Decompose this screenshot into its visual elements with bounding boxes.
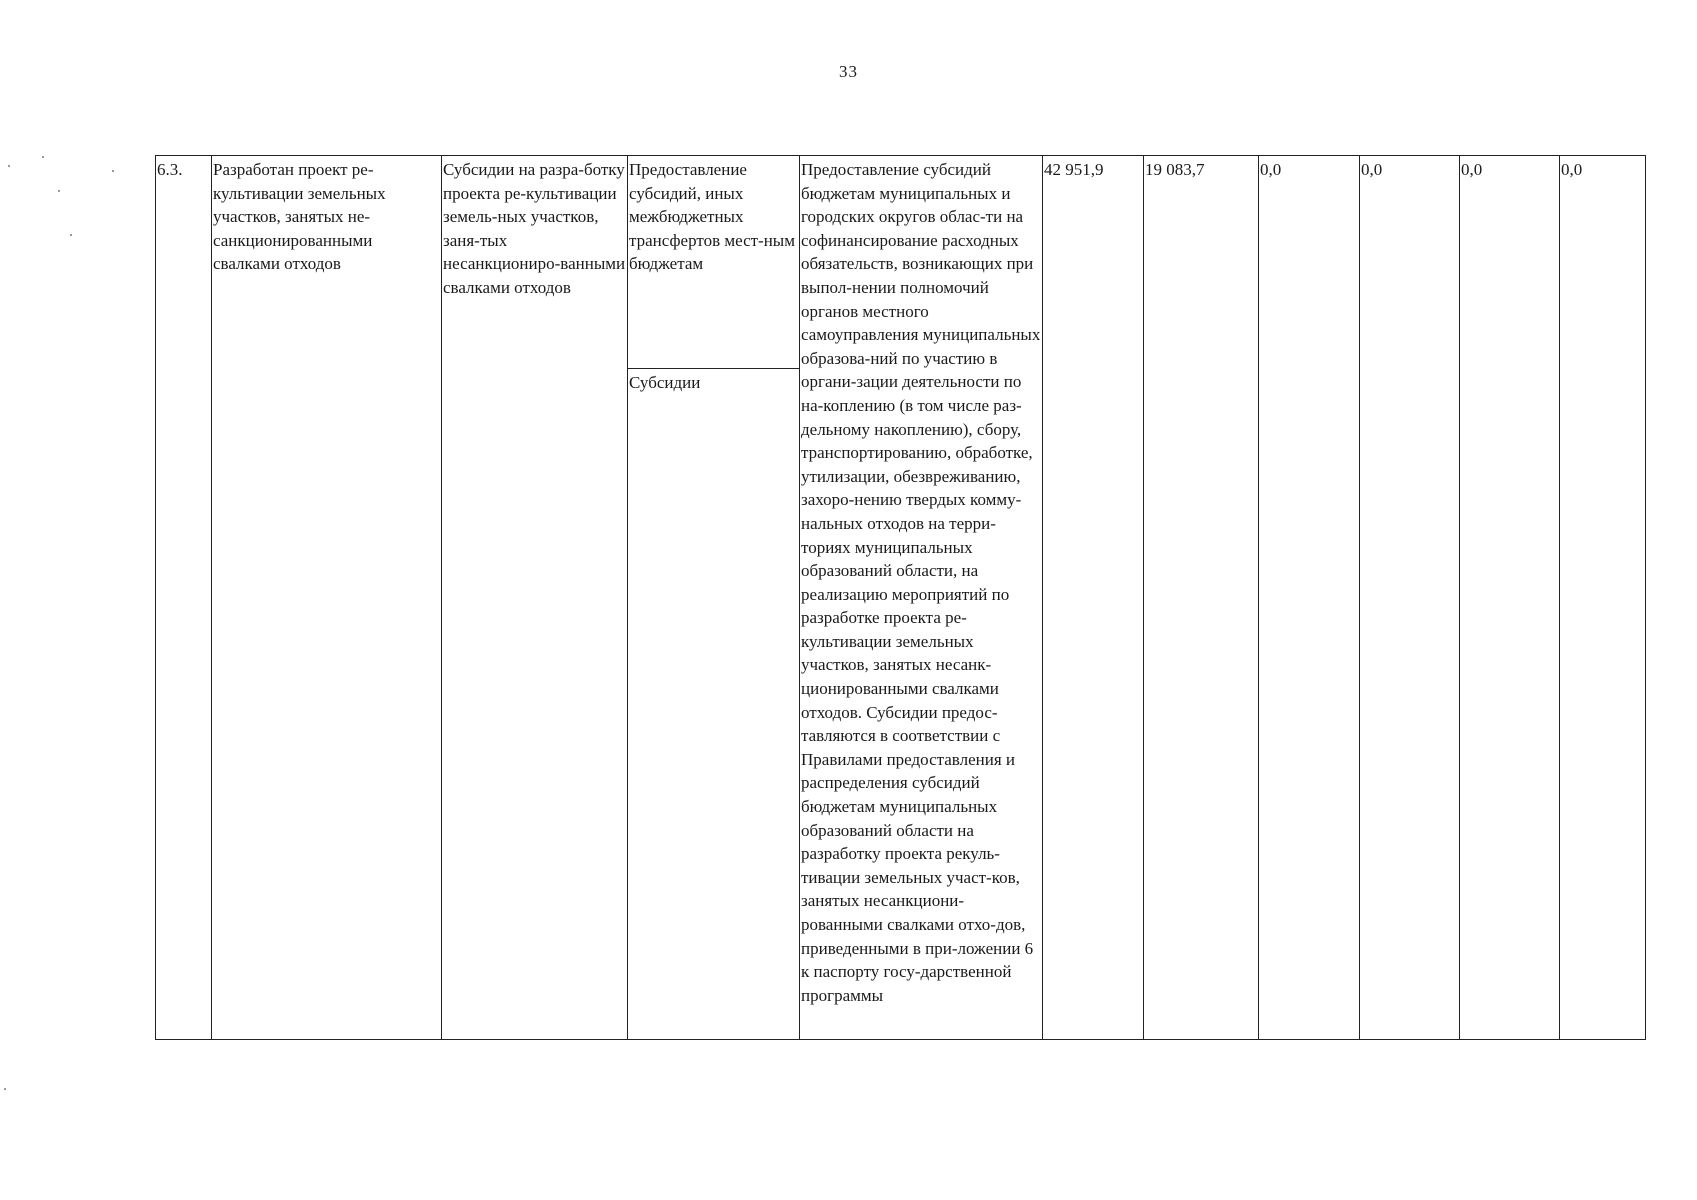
value-cell-3 [1259,156,1360,1040]
scan-speck [70,234,72,236]
program-table [155,155,1646,1040]
description-cell [800,156,1043,1040]
value-cell-5 [1460,156,1560,1040]
description-text: Предоставление субсидий бюджетам муниципальных и городских округов облас-ти на софинансирование расходных обязательств, возникающих при выпол-нении полномочий органов местного самоуправления муниципальных образова-ний по участию в органи-зации деятельности по на-коплению (в том числе раз-дельному накоплению), сбору, транспортированию, обработке, утилизации, обезвреживанию, захоро-нению твердых комму-нальных отходов на терри-ториях муниципальных образований области, на реализацию мероприятий по разработке проекта ре-культивации земельных участков, занятых несанк-ционированными свалками отходов. Субсидии предос-тавляются в соответствии с Правилами предоставления и распределения субсидий бюджетам муниципальных образований области на разработку проекта рекуль-тивации земельных участ-ков, занятых несанкциони-рованными свалками отхо-дов, приведенными в при-ложении 6 к паспорту госу-дарственной программы [801,160,1041,1005]
result-cell [212,156,442,1040]
scan-speck [4,1088,6,1090]
scan-speck [8,165,10,167]
value-cell-1 [1043,156,1144,1040]
value-cell-6 [1560,156,1646,1040]
event-text: Субсидии на разра-ботку проекта ре-культивации земель-ных участков, заня-тых несанкциониро-ванными свалками отходов [443,160,626,297]
mechanism-upper [628,156,799,369]
page-number: 33 [839,62,858,81]
scan-speck [42,156,44,158]
mechanism-cell [628,156,800,1040]
value-3: 0,0 [1260,160,1282,179]
scan-speck [112,170,114,172]
event-cell [442,156,628,1040]
mechanism-upper-text: Предоставление субсидий, иных межбюджетных трансфертов мест-ным бюджетам [629,160,795,274]
value-6: 0,0 [1561,160,1583,179]
mechanism-lower [628,369,799,1039]
value-cell-2 [1144,156,1259,1040]
row-index: 6.3. [157,160,183,179]
table-row [156,156,1646,1040]
value-1: 42 951,9 [1044,160,1104,179]
value-5: 0,0 [1461,160,1483,179]
row-index-cell [156,156,212,1040]
value-4: 0,0 [1361,160,1383,179]
result-text: Разработан проект ре-культивации земельных участков, занятых не-санкционированными свалками отходов [213,160,386,274]
mechanism-lower-text: Субсидии [629,373,701,392]
value-2: 19 083,7 [1145,160,1205,179]
scan-speck [58,190,60,192]
value-cell-4 [1360,156,1460,1040]
